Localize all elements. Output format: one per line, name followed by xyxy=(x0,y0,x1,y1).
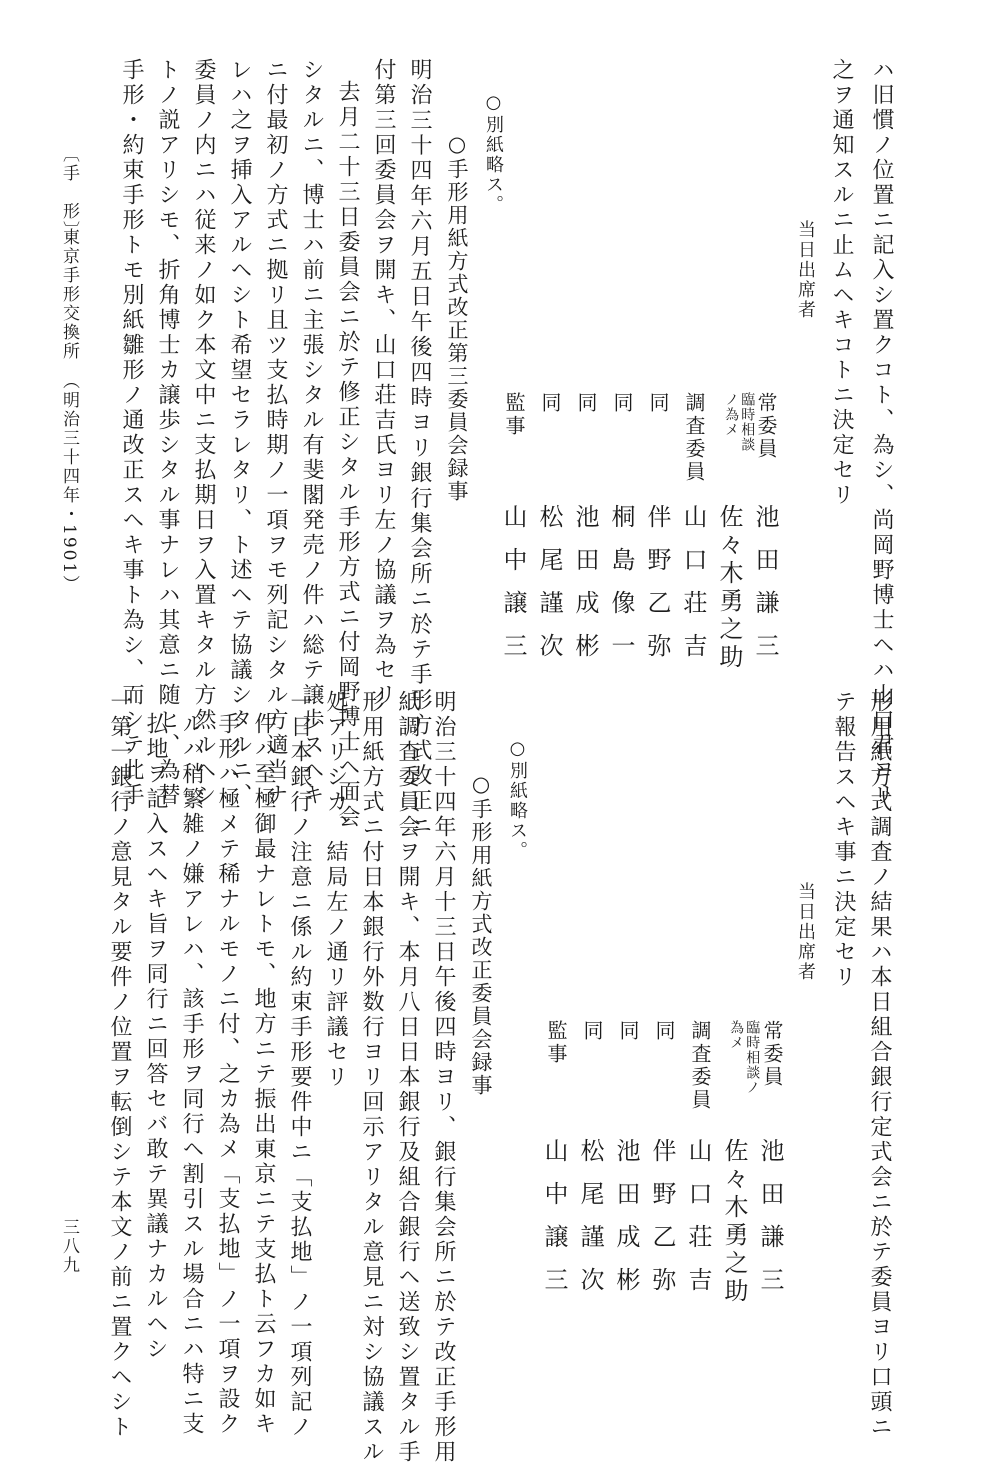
text-line: ルハ稍繁雑ノ嫌アレハ、該手形ヲ同行ヘ割引スル場合ニハ特ニ支 xyxy=(179,712,204,1437)
attendance-label: 当日出席者 xyxy=(795,882,816,982)
text-line: 払地ヲ記入スヘキ旨ヲ同行ニ回答セバ敢テ異議ナカルヘシ xyxy=(143,712,168,1362)
roster-role: 常委員 xyxy=(760,1020,784,1089)
roster-role: 同 xyxy=(616,1020,640,1043)
text-line: 一第一銀行ノ意見タル要件ノ位置ヲ転倒シテ本文ノ前ニ置クヘシト xyxy=(107,690,132,1440)
text-line: テ報告スヘキ事ニ決定セリ xyxy=(831,690,856,990)
roster-role: 臨時相談ノ為メ xyxy=(728,1020,761,1095)
text-line: 件ハ至極御最ナレトモ、地方ニテ振出東京ニテ支払ト云フカ如キ xyxy=(251,712,276,1437)
roster-role: 常委員 xyxy=(754,392,778,461)
text-line: 形用紙方式調査ノ結果ハ本日組合銀行定式会ニ於テ委員ヨリ口頭ニ xyxy=(867,690,892,1440)
roster-name: 桐島像一 xyxy=(607,504,635,676)
roster-role: 調査委員 xyxy=(682,392,706,484)
roster-role: 監事 xyxy=(544,1020,568,1066)
text-line: 明治三十四年六月十三日午後四時ヨリ、銀行集会所ニ於テ改正手形用 xyxy=(431,690,456,1465)
text-line: 手形ハ極メテ稀ナルモノニ付、之カ為メ「支払地」ノ一項ヲ設ク xyxy=(215,712,240,1437)
roster-role: 同 xyxy=(580,1020,604,1043)
text-line: 形用紙方式ニ付日本銀行外数行ヨリ回示アリタル意見ニ対シ協議スル xyxy=(359,690,384,1465)
roster-role: 調査委員 xyxy=(688,1020,712,1112)
section-heading: ○手形用紙方式改正委員会録事 xyxy=(469,772,493,1097)
roster-role: 同 xyxy=(538,392,562,415)
text-line: ハ旧慣ノ位置ニ記入シ置クコト、為シ、尚岡野博士ヘハ山口君ヨリ xyxy=(869,58,894,808)
footer-organization: 東京手形交換所 xyxy=(59,228,79,361)
roster-name: 佐々木勇之助 xyxy=(715,504,743,672)
text-line: 委員ノ内ニハ従来ノ如ク本文中ニ支払期日ヲ入置キタル方然ルヘシ xyxy=(191,58,216,808)
text-line: 去月二十三日委員会ニ於テ修正シタル手形方式ニ付岡野博士ヘ面会 xyxy=(335,80,360,830)
text-line: 手形・約束手形トモ別紙雛形ノ通改正スヘキ事ト為シ、而シテ此手 xyxy=(119,58,144,808)
text-line: 処アリシカ、結局左ノ通リ評議セリ xyxy=(323,690,348,1090)
note: ○別紙略ス。 xyxy=(483,92,504,215)
roster-name: 山口荘吉 xyxy=(679,504,707,676)
roster-role: 同 xyxy=(574,392,598,415)
text-line: 付第三回委員会ヲ開キ、山口荘吉氏ヨリ左ノ協議ヲ為セリ xyxy=(371,58,396,708)
text-line: ニ付最初ノ方式ニ拠リ且ツ支払時期ノ一項ヲモ列記シタル方適当ナ xyxy=(263,58,288,808)
section-heading: ○手形用紙方式改正第三委員会録事 xyxy=(445,132,469,503)
roster-role: 同 xyxy=(652,1020,676,1043)
roster-name: 池田成彬 xyxy=(571,504,599,676)
roster-name: 伴野乙弥 xyxy=(648,1138,676,1310)
text-line: シタルニ、博士ハ前ニ主張シタル有斐閣発売ノ件ハ総テ譲歩スヘキ xyxy=(299,58,324,808)
roster-name: 佐々木勇之助 xyxy=(720,1138,748,1306)
roster-name: 池田成彬 xyxy=(612,1138,640,1310)
roster-name: 池田謙三 xyxy=(756,1138,784,1310)
roster-role: 同 xyxy=(610,392,634,415)
roster-name: 山中譲三 xyxy=(499,504,527,676)
roster-role: 監事 xyxy=(502,392,526,438)
roster-name: 山中譲三 xyxy=(540,1138,568,1310)
footer-year: （明治三十四年・1901） xyxy=(59,372,79,595)
page-number: 三八九 xyxy=(59,1218,79,1275)
text-line: 紙調査委員会ヲ開キ、本月八日日本銀行及組合銀行ヘ送致シ置タル手 xyxy=(395,690,420,1465)
text-line: トノ説アリシモ、折角博士カ譲歩シタル事ナレハ其意ニ随ヒ、為替 xyxy=(155,58,180,808)
text-line: レハ之ヲ挿入アルヘシト希望セラレタリ、ト述ヘテ協議シタルニ、 xyxy=(227,58,252,808)
roster-name: 山口荘吉 xyxy=(684,1138,712,1310)
roster-name: 松尾謹次 xyxy=(576,1138,604,1310)
text-line: 一日本銀行ノ注意ニ係ル約束手形要件中ニ「支払地」ノ一項列記ノ xyxy=(287,690,312,1440)
note: ○別紙略ス。 xyxy=(507,738,528,861)
roster-role: 同 xyxy=(646,392,670,415)
roster-name: 伴野乙弥 xyxy=(643,504,671,676)
roster-role: 臨時相談ノ為メ xyxy=(723,392,756,452)
footer-section: 〔手 形〕 xyxy=(59,145,79,240)
text-line: 明治三十四年六月五日午後四時ヨリ銀行集会所ニ於テ手形方式改正ニ xyxy=(407,58,432,840)
roster-name: 池田謙三 xyxy=(751,504,779,676)
attendance-label: 当日出席者 xyxy=(795,220,816,320)
roster-name: 松尾謹次 xyxy=(535,504,563,676)
text-line: 之ヲ通知スルニ止ムヘキコトニ決定セリ xyxy=(829,58,854,508)
